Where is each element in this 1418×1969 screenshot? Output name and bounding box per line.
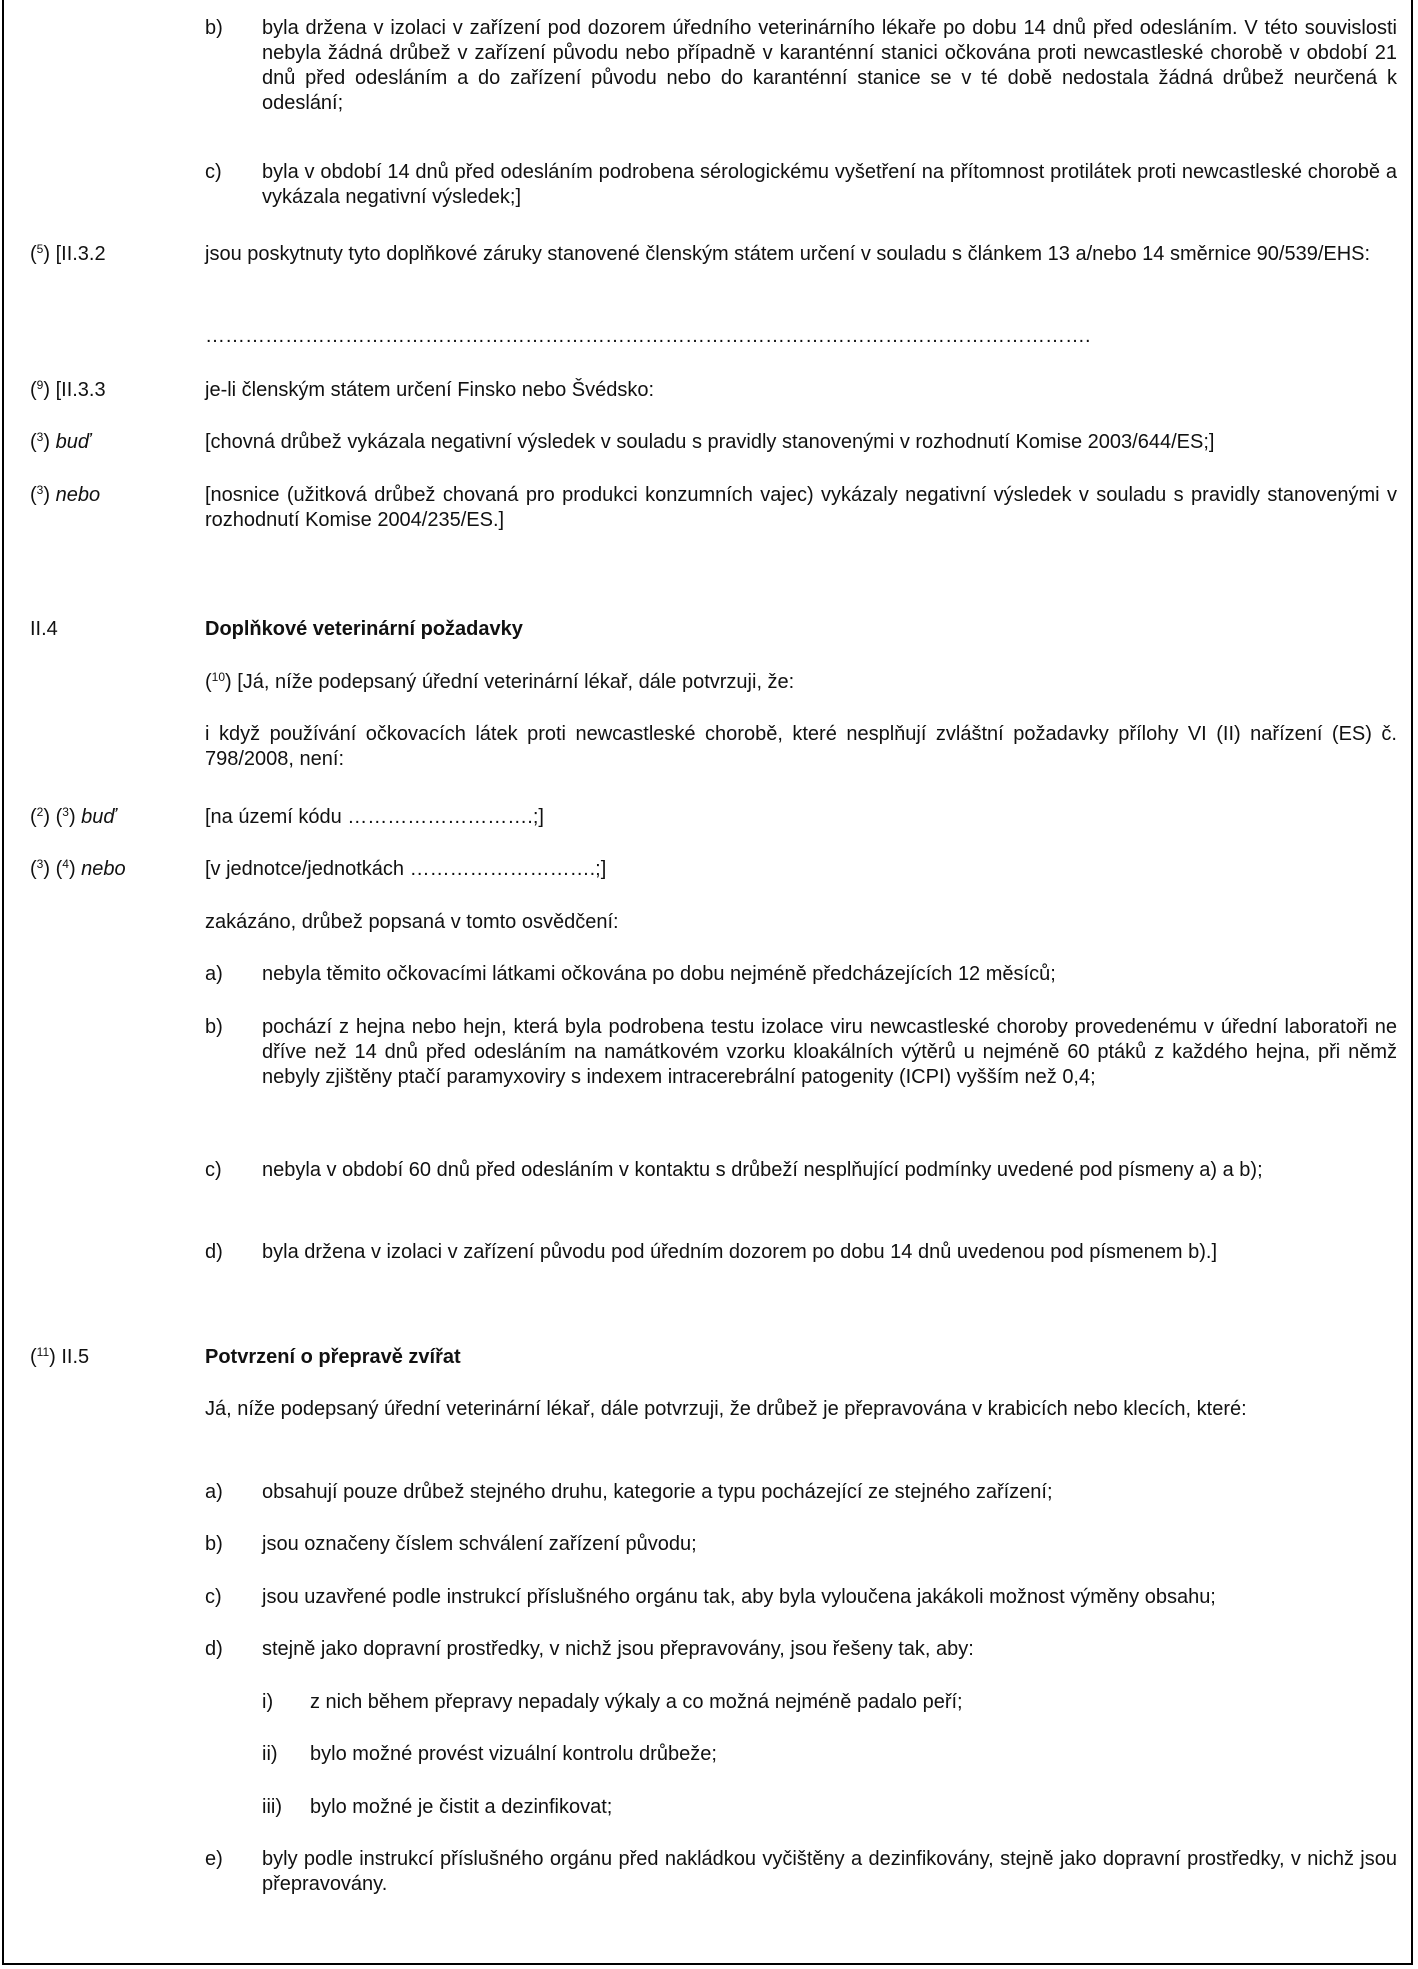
section-lead: zakázáno, drůbež popsaná v tomto osvědčení: [205,911,619,933]
item-marker: b) [205,1016,223,1038]
item-text: obsahují pouze drůbež stejného druhu, kategorie a typu pocházející ze stejného zařízení; [262,1481,1053,1503]
item-marker: b) [205,17,223,39]
option-label: ($^3$) buď [30,430,91,453]
item-marker: a) [205,963,223,985]
section-text: je-li členským státem určení Finsko nebo Švédsko: [205,379,655,401]
section-ref: ($^{11}$) II.5 [30,1345,90,1368]
item-text: nebyla v období 60 dnů před odesláním v kontaktu s drůbeží nesplňující podmínky uvedené pod písmeny a) a b); [262,1159,1263,1181]
section-text: jsou poskytnuty tyto doplňkové záruky stanovené členským státem určení v souladu s článkem 13 a/nebo 14 směrnice 90/539/EHS: [205,243,1371,265]
section-ref: ($^5$) [II.3.2 [30,242,106,265]
item-marker: b) [205,1533,223,1555]
option-text: [chovná drůbež vykázala negativní výsledek v souladu s pravidly stanovenými v rozhodnutí Komise 2003/644/ES;] [205,431,1215,453]
item-marker: c) [205,1159,222,1181]
item-marker: a) [205,1481,223,1503]
item-text: pochází z hejna nebo hejn, která byla podrobena testu izolace viru newcastleské choroby provedenému v úřední laboratoři ne dříve než 14 dnů před odesláním na namátkovém vzorku kloakálních výtěrů u nejméně 60 ptáků z každého hejna, při němž nebyly zjištěny ptačí paramyxoviry s indexem intracerebrální patogenity (ICPI) vyšším než 0,4; [262,1016,1397,1088]
item-text: byla v období 14 dnů před odesláním podrobena sérologickému vyšetření na přítomnost protilátek proti newcastleské chorobě a vykázala negativní výsledek;] [262,161,1397,208]
item-marker: c) [205,161,222,183]
item-text: jsou označeny číslem schválení zařízení původu; [262,1533,697,1555]
item-marker: e) [205,1848,223,1870]
item-text: byla držena v izolaci v zařízení pod dozorem úředního veterinárního lékaře po dobu 14 dnů před odesláním. V této souvislosti nebyla žádná drůbež v zařízení původu nebo případně v karanténní stanici očkována proti newcastleské chorobě v období 21 dnů před odesláním a do zařízení původu nebo do karanténní stanice se v té době nedostala žádná drůbež neurčená k odeslání; [262,17,1397,114]
subitem-text: z nich během přepravy nepadaly výkaly a co možná nejméně padalo peří; [310,1691,963,1713]
item-marker: c) [205,1586,222,1608]
certificate-frame [2,0,1413,1965]
section-ref: ($^9$) [II.3.3 [30,378,106,401]
subitem-marker: i) [262,1691,274,1713]
option-text: [v jednotce/jednotkách ……………………….;] [205,858,607,880]
section-title: Doplňkové veterinární požadavky [205,618,523,640]
subitem-marker: iii) [262,1796,282,1818]
section-paragraph: i když používání očkovacích látek proti newcastleské chorobě, které nesplňují zvláštní požadavky přílohy VI (II) nařízení (ES) č. 798/2008, není: [205,723,1397,770]
item-marker: d) [205,1241,223,1263]
subitem-marker: ii) [262,1743,278,1765]
option-text: [nosnice (užitková drůbež chovaná pro produkci konzumních vajec) vykázaly negativní výsledek v souladu s pravidly stanovenými v rozhodnutí Komise 2004/235/ES.] [205,484,1397,531]
section-intro: ($^{10}$) [Já, níže podepsaný úřední veterinární lékař, dále potvrzuji, že: [205,670,795,693]
fill-in-dots: ……………………………………………………………………………………………………………………. [205,325,1091,347]
item-marker: d) [205,1638,223,1660]
option-text: [na území kódu ……………………….;] [205,806,544,828]
subitem-text: bylo možné provést vizuální kontrolu drůbeže; [310,1743,717,1765]
option-label: ($^3$) nebo [30,483,101,506]
item-text: byly podle instrukcí příslušného orgánu před nakládkou vyčištěny a dezinfikovány, stejně jako dopravní prostředky, v nichž jsou přepravovány. [262,1848,1397,1895]
option-label: ($^3$) ($^4$) nebo [30,857,126,880]
item-text: jsou uzavřené podle instrukcí příslušného orgánu tak, aby byla vyloučena jakákoli možnost výměny obsahu; [262,1586,1216,1608]
section-title: Potvrzení o přepravě zvířat [205,1346,461,1368]
item-text: byla držena v izolaci v zařízení původu pod úředním dozorem po dobu 14 dnů uvedenou pod písmenem b).] [262,1241,1218,1263]
option-label: ($^2$) ($^3$) buď [30,805,116,828]
section-ref: II.4 [30,618,58,640]
item-text: stejně jako dopravní prostředky, v nichž jsou přepravovány, jsou řešeny tak, aby: [262,1638,974,1660]
section-intro: Já, níže podepsaný úřední veterinární lékař, dále potvrzuji, že drůbež je přepravována v krabicích nebo klecích, které: [205,1398,1247,1420]
subitem-text: bylo možné je čistit a dezinfikovat; [310,1796,613,1818]
item-text: nebyla těmito očkovacími látkami očkována po dobu nejméně předcházejících 12 měsíců; [262,963,1056,985]
